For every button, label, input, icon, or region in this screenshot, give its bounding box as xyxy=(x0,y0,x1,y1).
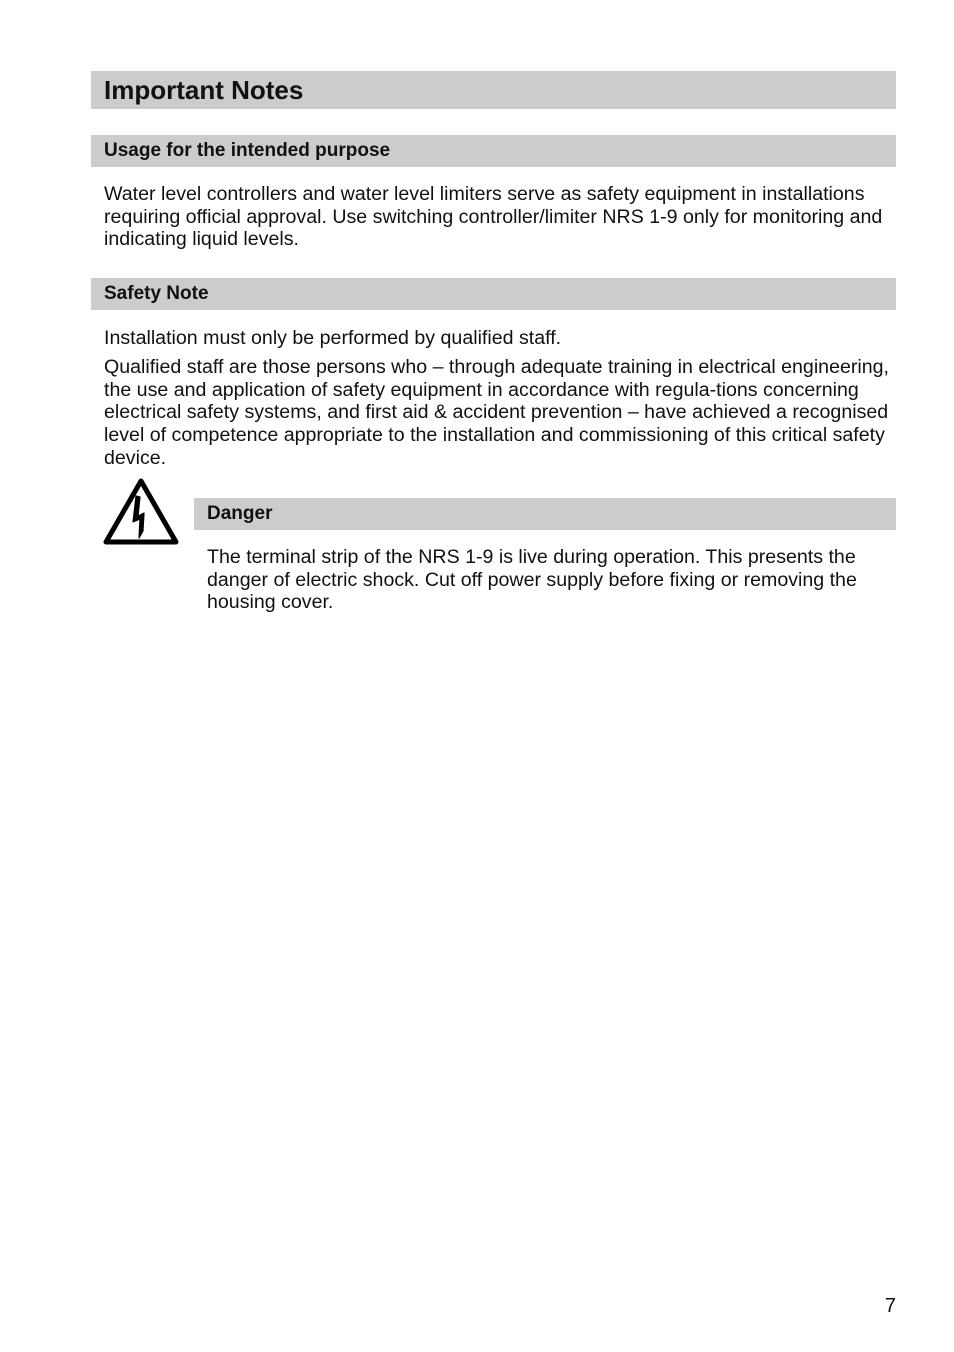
safety-paragraph-2: Qualified staff are those persons who – through adequate training in electrical engineering, the use and application of safety equipment in accordance with regula-tions concerning electrical safety systems, and first aid & accident prevention – have achieved a recognised level of competence appropriate to the installation and commissioning of this critical safety device. xyxy=(104,356,889,469)
danger-paragraph: The terminal strip of the NRS 1-9 is live during operation. This presents the danger of electric shock. Cut off power supply before fixing or removing the housing cover. xyxy=(207,546,857,614)
section-heading-safety: Safety Note xyxy=(91,278,896,310)
page-number: 7 xyxy=(884,1295,896,1317)
high-voltage-warning-icon xyxy=(103,478,179,546)
safety-paragraph-1: Installation must only be performed by qualified staff. xyxy=(104,327,562,349)
section-heading-danger: Danger xyxy=(194,498,896,530)
section-heading-usage: Usage for the intended purpose xyxy=(91,135,896,167)
usage-paragraph: Water level controllers and water level limiters serve as safety equipment in installations requiring official approval. Use switching controller/limiter NRS 1-9 only for monitoring and indicating liquid levels. xyxy=(104,183,883,251)
page-title: Important Notes xyxy=(91,71,896,109)
